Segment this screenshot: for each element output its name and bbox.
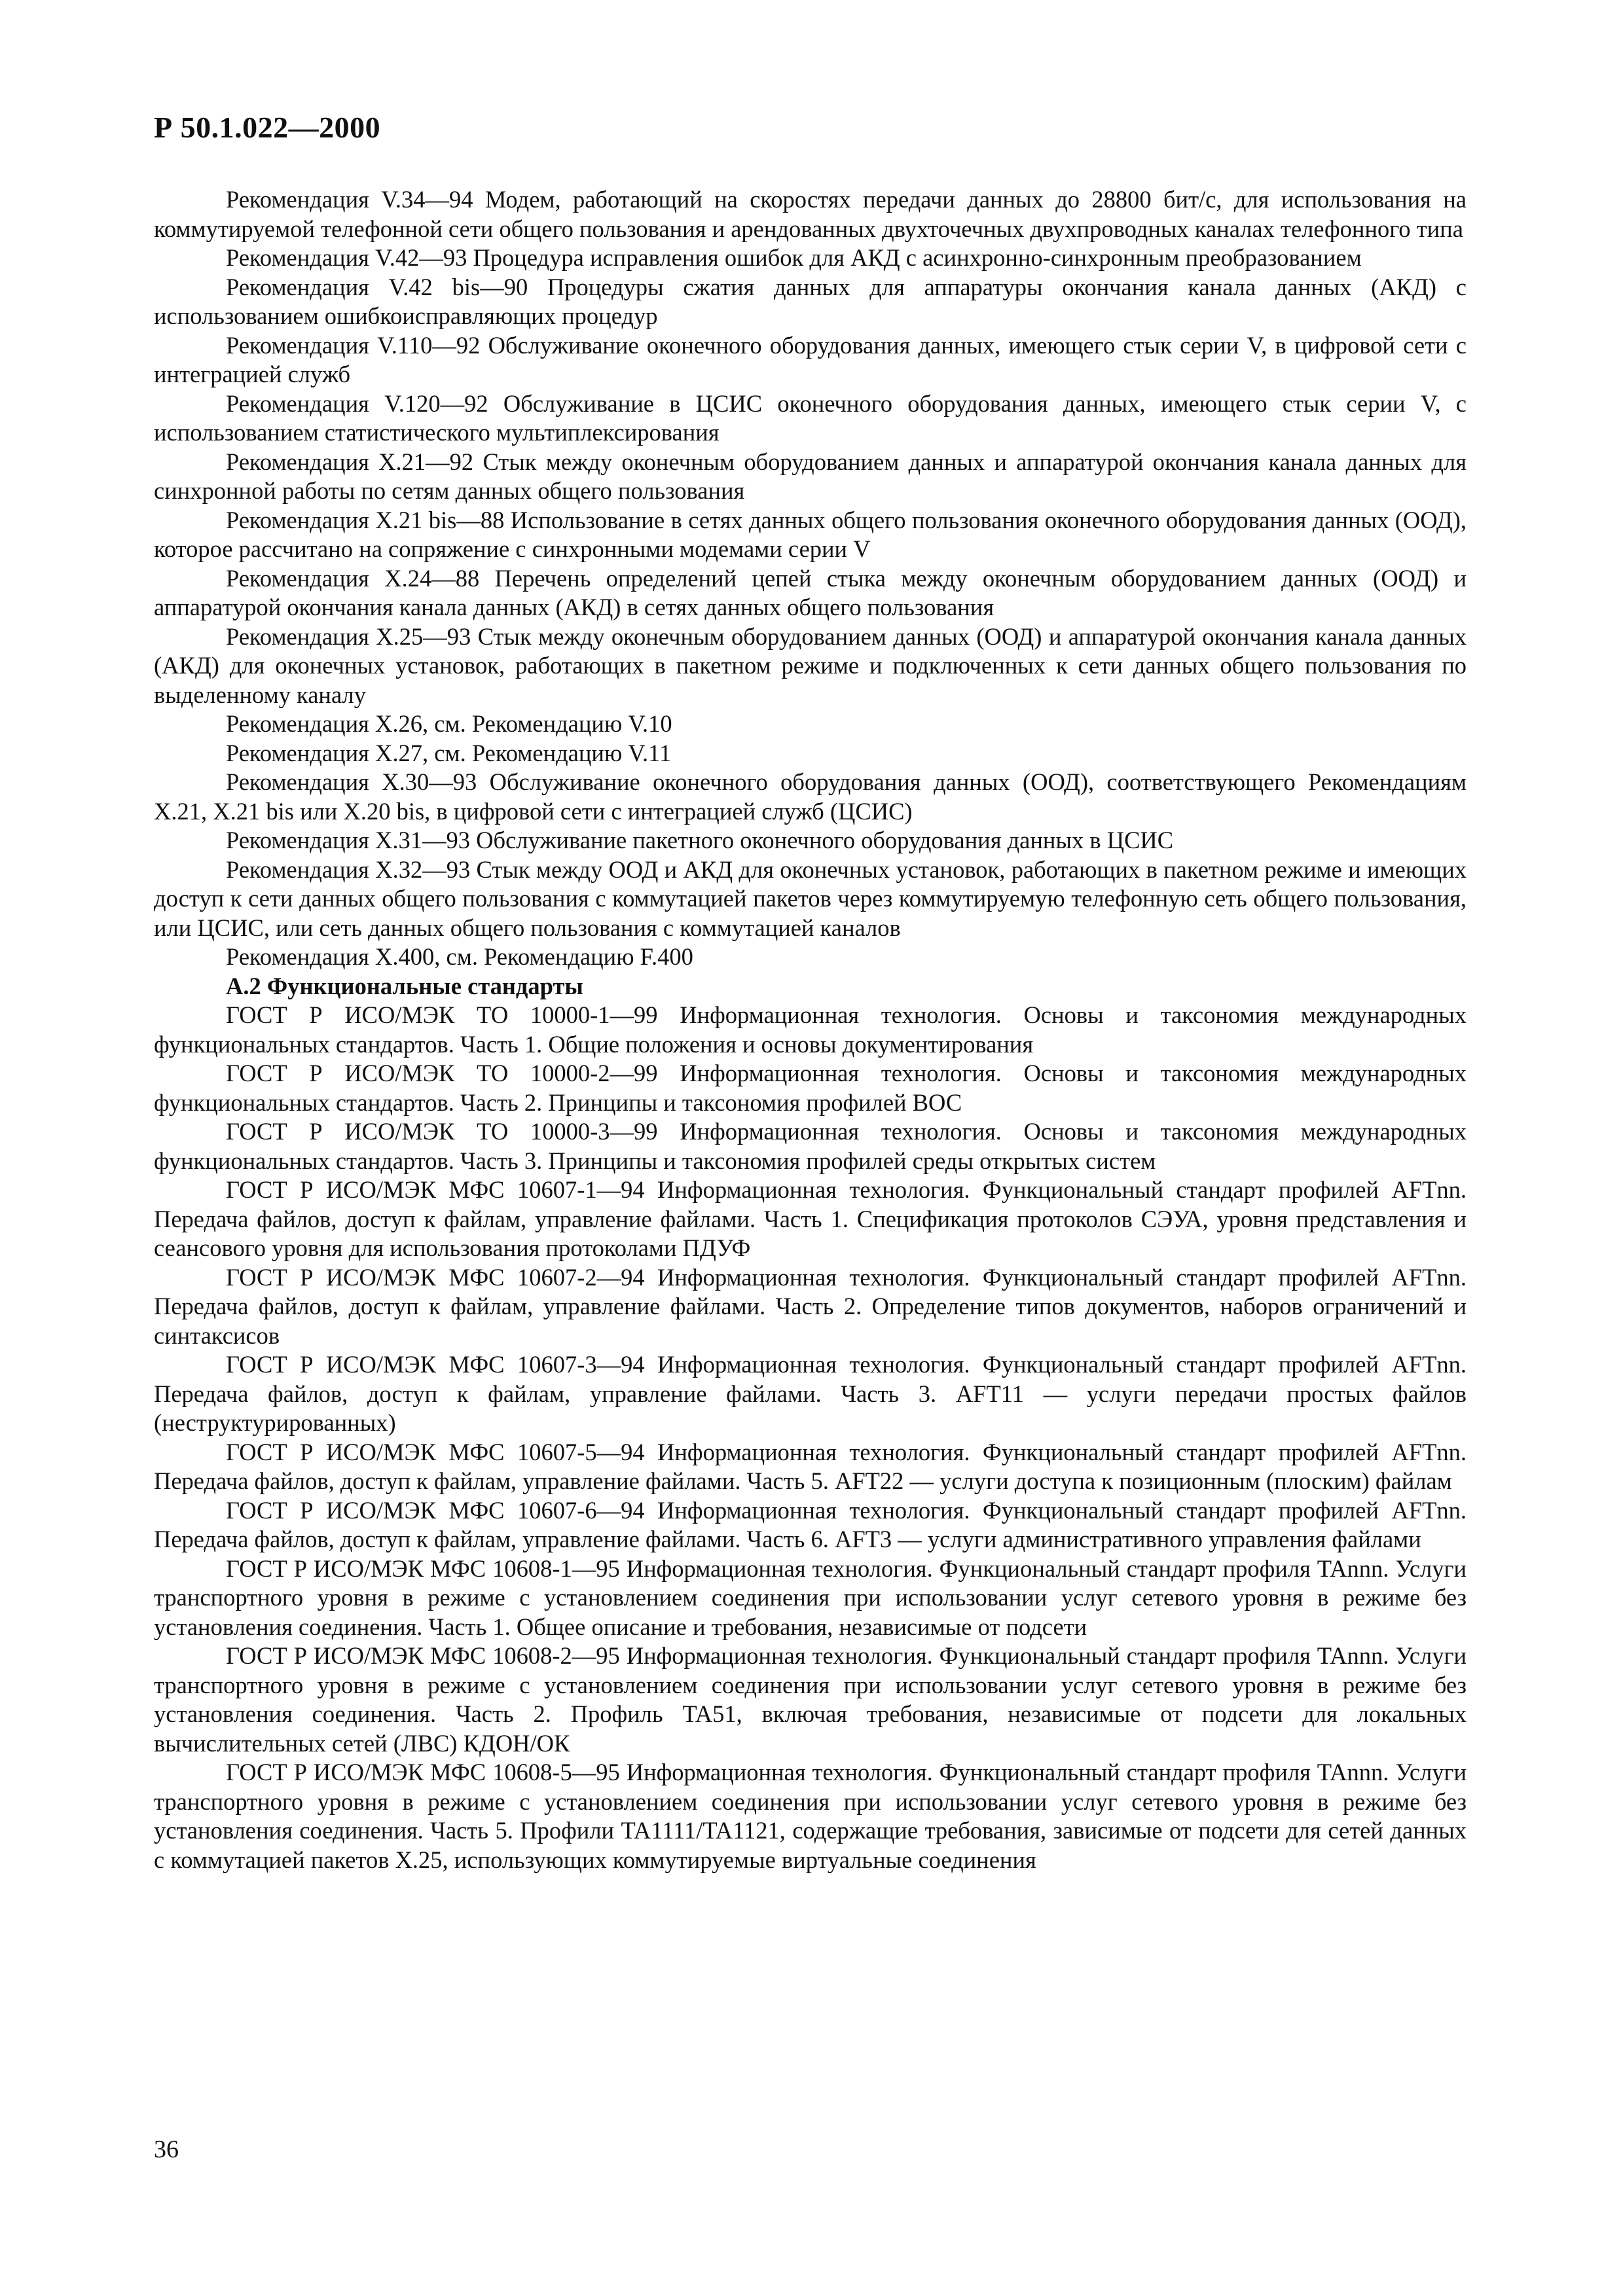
paragraph-gost-10607-3: ГОСТ Р ИСО/МЭК МФС 10607-3—94 Информационная технология. Функциональный стандарт профилей AFTnn. Передача файлов, доступ к файлам, управление файлами. Часть 3. AFT11 — услуги передачи простых файлов (неструктурированных): [154, 1351, 1467, 1436]
paragraph-v42: Рекомендация V.42—93 Процедура исправления ошибок для АКД с асинхронно-синхронным преобразованием: [226, 244, 1362, 271]
paragraph-gost-10607-2: ГОСТ Р ИСО/МЭК МФС 10607-2—94 Информационная технология. Функциональный стандарт профилей AFTnn. Передача файлов, доступ к файлам, управление файлами. Часть 2. Определение типов документов, наборов ограничений и синтаксисов: [154, 1263, 1467, 1349]
paragraph-x26: Рекомендация X.26, см. Рекомендацию V.10: [226, 710, 672, 737]
paragraph-x30: Рекомендация X.30—93 Обслуживание оконечного оборудования данных (ООД), соответствующего Рекомендациям X.21, X.21 bis или X.20 bis, в цифровой сети с интеграцией служб (ЦСИС): [154, 768, 1467, 825]
paragraph-gost-10000-1: ГОСТ Р ИСО/МЭК ТО 10000-1—99 Информационная технология. Основы и таксономия международных функциональных стандартов. Часть 1. Общие положения и основы документирования: [154, 1001, 1467, 1058]
paragraph-x400: Рекомендация X.400, см. Рекомендацию F.400: [226, 943, 693, 970]
paragraph-x21bis: Рекомендация X.21 bis—88 Использование в сетях данных общего пользования оконечного оборудования данных (ООД), которое рассчитано на сопряжение с синхронными модемами серии V: [154, 506, 1467, 562]
paragraph-gost-10608-5: ГОСТ Р ИСО/МЭК МФС 10608-5—95 Информационная технология. Функциональный стандарт профиля TAnnn. Услуги транспортного уровня в режиме с установлением соединения при использовании услуг сетевого уровня в режиме без установления соединения. Часть 5. Профили TA1111/TA1121, содержащие требования, зависимые от подсети для сетей данных с коммутацией пакетов X.25, использующих коммутируемые виртуальные соединения: [154, 1759, 1467, 1873]
paragraph-v120: Рекомендация V.120—92 Обслуживание в ЦСИС оконечного оборудования данных, имеющего стык серии V, с использованием статистического мультиплексирования: [154, 389, 1467, 446]
page-body: [154, 185, 1467, 1874]
paragraph-x32: Рекомендация X.32—93 Стык между ООД и АКД для оконечных установок, работающих в пакетном режиме и имеющих доступ к сети данных общего пользования с коммутацией пакетов через коммутируемую телефонную сеть общего пользования, или ЦСИС, или сеть данных общего пользования с коммутацией каналов: [154, 855, 1467, 941]
paragraph-gost-10608-2: ГОСТ Р ИСО/МЭК МФС 10608-2—95 Информационная технология. Функциональный стандарт профиля TAnnn. Услуги транспортного уровня в режиме с установлением соединения при использовании услуг сетевого уровня в режиме без установления соединения. Часть 2. Профиль TA51, включая требования, независимые от подсети для локальных вычислительных сетей (ЛВС) КДОН/ОК: [154, 1642, 1467, 1757]
paragraph-gost-10607-1: ГОСТ Р ИСО/МЭК МФС 10607-1—94 Информационная технология. Функциональный стандарт профилей AFTnn. Передача файлов, доступ к файлам, управление файлами. Часть 1. Спецификация протоколов СЭУА, уровня представления и сеансового уровня для использования протоколами ПДУФ: [154, 1176, 1467, 1261]
section-heading-a2: А.2 Функциональные стандарты: [226, 972, 583, 999]
page-number: 36: [154, 2136, 179, 2163]
paragraph-x25: Рекомендация X.25—93 Стык между оконечным оборудованием данных (ООД) и аппаратурой окончания канала данных (АКД) для оконечных установок, работающих в пакетном режиме и подключенных к сети данных общего пользования по выделенному каналу: [154, 622, 1467, 708]
document-code: Р 50.1.022—2000: [154, 111, 381, 144]
paragraph-x24: Рекомендация X.24—88 Перечень определений цепей стыка между оконечным оборудованием данных (ООД) и аппаратурой окончания канала данных (АКД) в сетях данных общего пользования: [154, 564, 1467, 620]
paragraph-v42bis: Рекомендация V.42 bis—90 Процедуры сжатия данных для аппаратуры окончания канала данных (АКД) с использованием ошибкоисправляющих процедур: [154, 273, 1467, 329]
paragraph-gost-10000-2: ГОСТ Р ИСО/МЭК ТО 10000-2—99 Информационная технология. Основы и таксономия международных функциональных стандартов. Часть 2. Принципы и таксономия профилей ВОС: [154, 1060, 1467, 1116]
paragraph-gost-10607-6: ГОСТ Р ИСО/МЭК МФС 10607-6—94 Информационная технология. Функциональный стандарт профилей AFTnn. Передача файлов, доступ к файлам, управление файлами. Часть 6. AFT3 — услуги административного управления файлами: [154, 1496, 1467, 1552]
paragraph-gost-10607-5: ГОСТ Р ИСО/МЭК МФС 10607-5—94 Информационная технология. Функциональный стандарт профилей AFTnn. Передача файлов, доступ к файлам, управление файлами. Часть 5. AFT22 — услуги доступа к позиционным (плоским) файлам: [154, 1438, 1467, 1494]
paragraph-x31: Рекомендация X.31—93 Обслуживание пакетного оконечного оборудования данных в ЦСИС: [226, 827, 1174, 853]
paragraph-gost-10608-1: ГОСТ Р ИСО/МЭК МФС 10608-1—95 Информационная технология. Функциональный стандарт профиля TAnnn. Услуги транспортного уровня в режиме с установлением соединения при использовании услуг сетевого уровня в режиме без установления соединения. Часть 1. Общее описание и требования, независимые от подсети: [154, 1554, 1467, 1640]
paragraph-gost-10000-3: ГОСТ Р ИСО/МЭК ТО 10000-3—99 Информационная технология. Основы и таксономия международных функциональных стандартов. Часть 3. Принципы и таксономия профилей среды открытых систем: [154, 1118, 1467, 1174]
paragraph-x21: Рекомендация X.21—92 Стык между оконечным оборудованием данных и аппаратурой окончания канала данных для синхронной работы по сетям данных общего пользования: [154, 448, 1467, 504]
paragraph-x27: Рекомендация X.27, см. Рекомендацию V.11: [226, 739, 672, 766]
paragraph-v110: Рекомендация V.110—92 Обслуживание оконечного оборудования данных, имеющего стык серии V, в цифровой сети с интеграцией служб: [154, 331, 1467, 387]
paragraph-v34: Рекомендация V.34—94 Модем, работающий на скоростях передачи данных до 28800 бит/с, для использования на коммутируемой телефонной сети общего пользования и арендованных двухточечных двухпроводных каналах телефонного типа: [154, 186, 1467, 242]
